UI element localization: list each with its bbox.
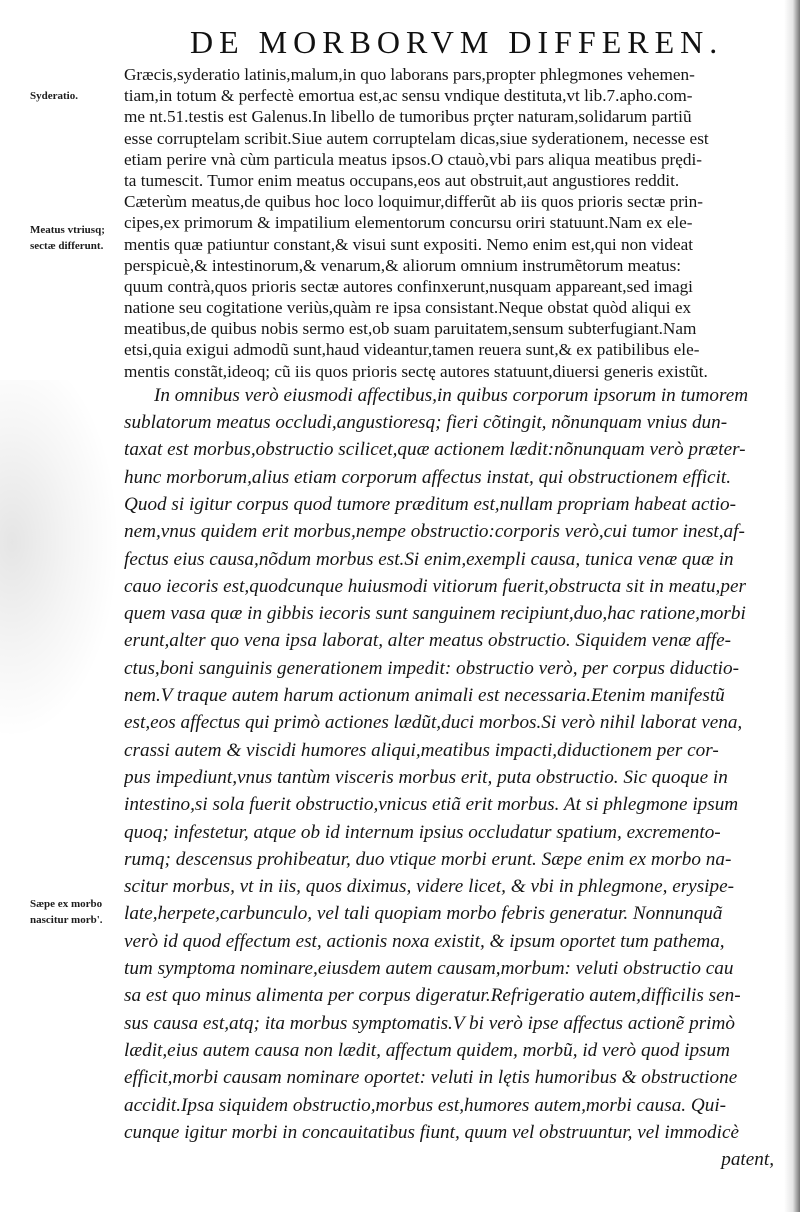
italic-text-line: sa est quo minus alimenta per corpus digeratur.Refrigeratio autem,difficilis sen- — [124, 985, 741, 1007]
running-header: DE MORBORVM DIFFEREN. — [190, 24, 724, 60]
italic-text-line: intestino,si sola fuerit obstructio,vnicus etiã erit morbus. At si phlegmone ipsum — [124, 794, 739, 816]
text-line: mentis quæ patiuntur constant,& visui sunt expositi. Nemo enim est,qui non videat — [124, 234, 694, 254]
bleed-through-shadow — [0, 380, 120, 740]
text-line: etiam perire vnà cùm particula meatus ipsos.O ctauò,vbi pars aliqua meatibus prędi- — [124, 149, 702, 169]
text-line: quum contrà,quos prioris sectæ autores confinxerunt,nusquam appareant,sed imagi — [124, 276, 693, 296]
italic-text-line: scitur morbus, vt in iis, quos diximus, videre licet, & vbi in phlegmone, erysipe- — [124, 876, 734, 898]
margin-note-meatus-1: Meatus vtriusq; — [30, 224, 105, 236]
italic-text-line: lædit,eius autem causa non lædit, affectum quidem, morbũ, id verò quod ipsum — [124, 1039, 730, 1061]
text-line: cipes,ex primorum & impatilium elementorum concursu oriri statuunt.Nam ex ele- — [124, 213, 693, 233]
text-line: natione seu cogitatione veriùs,quàm re ipsa consistant.Neque obstat quòd aliqui ex — [124, 298, 692, 318]
text-line: Cæterùm meatus,de quibus hoc loco loquimur,differũt ab iis quos prioris sectæ prin- — [124, 192, 703, 212]
italic-text-line: verò id quod effectum est, actionis noxa existit, & ipsum oportet tum pathema, — [124, 930, 725, 952]
margin-note-saepe-2: nascitur morb'. — [30, 914, 103, 926]
italic-text-line: ctus,boni sanguinis generationem impedit: obstructio verò, per corpus diductio- — [124, 657, 739, 679]
italic-text-line: fectus eius causa,nõdum morbus est.Si enim,exempli causa, tunica venæ quæ in — [124, 548, 734, 570]
page-edge-shadow — [784, 0, 800, 1212]
italic-text-line: accidit.Ipsa siquidem obstructio,morbus est,humores autem,morbi causa. Qui- — [124, 1094, 727, 1116]
italic-text-line: Quod si igitur corpus quod tumore præditum est,nullam propriam habeat actio- — [124, 494, 737, 515]
catchword-line: patent, — [721, 1149, 774, 1171]
text-line: meatibus,de quibus nobis sermo est,ob suam paruitatem,sensum subterfugiant.Nam — [124, 319, 697, 339]
margin-note-saepe-1: Sæpe ex morbo — [30, 898, 103, 910]
italic-text-line: cunque igitur morbi in concauitatibus fiunt, quum vel obstruuntur, vel immodicè — [124, 1121, 740, 1143]
italic-text-line: late,herpete,carbunculo, vel tali quopiam morbo febris generatur. Nonnunquã — [124, 903, 723, 925]
italic-text-line: quem vasa quæ in gibbis iecoris sunt sanguinem recipiunt,duo,hac ratione,morbi — [124, 603, 746, 625]
italic-text-line: cauo iecoris est,quodcunque huiusmodi vitiorum fuerit,obstructa sit in meatu,per — [124, 575, 746, 597]
italic-text-line: sus causa est,atq; ita morbus symptomatis.V bi verò ipse affectus actionẽ primò — [124, 1012, 735, 1034]
text-line: esse corruptelam scribit.Siue autem corruptelam dicas,siue syderationem, necesse est — [124, 128, 709, 148]
italic-text-line: rumq; descensus prohibeatur, duo vtique morbi erunt. Sæpe enim ex morbo na- — [124, 848, 732, 870]
italic-text-line: erunt,alter quo vena ipsa laborat, alter meatus obstructio. Siquidem venæ affe- — [124, 630, 732, 652]
text-line: mentis constãt,ideoq; cũ iis quos prioris sectę autores statuunt,diuersi generis existũt. — [124, 361, 708, 381]
italic-text-line: tum symptoma nominare,eiusdem autem causam,morbum: veluti obstructio cau — [124, 958, 734, 980]
text-line: me nt.51.testis est Galenus.In libello de tumoribus prçter naturam,solidarum partiũ — [124, 107, 692, 127]
italic-text-line: In omnibus verò eiusmodi affectibus,in quibus corporum ipsorum in tumorem — [154, 384, 749, 406]
text-line: Græcis,syderatio latinis,malum,in quo laborans pars,propter phlegmones vehemen- — [124, 65, 695, 84]
italic-text-line: nem.V traque autem harum actionum animali est necessaria.Etenim manifestũ — [124, 685, 725, 707]
italic-text-line: crassi autem & viscidi humores aliqui,meatibus impacti,diductionem per cor- — [124, 739, 719, 761]
italic-text-line: quoq; infestetur, atque ob id internum ipsius occludatur spatium, excremento- — [124, 821, 721, 843]
italic-text-line: est,eos affectus qui primò actiones lædũt,duci morbos.Si verò nihil laborat vena, — [124, 712, 743, 734]
text-line: perspicuè,& intestinorum,& venarum,& aliorum omnium instrumẽtorum meatus: — [124, 255, 682, 275]
italic-text-line: efficit,morbi causam nominare oportet: veluti in lętis humoribus & obstructione — [124, 1067, 738, 1089]
italic-text-line: pus impediunt,vnus tantùm visceris morbus erit, puta obstructio. Sic quoque in — [124, 766, 728, 788]
margin-note-meatus-2: sectæ differunt. — [30, 240, 104, 252]
text-line: tiam,in totum & perfectè emortua est,ac sensu vndique destituta,vt lib.7.apho.com- — [124, 86, 693, 106]
italic-text-line: sublatorum meatus occludi,angustioresq; fieri cõtingit, nõnunquam vnius dun- — [124, 412, 728, 434]
margin-note-syderatio: Syderatio. — [30, 90, 78, 102]
italic-text-line: hunc morborum,alius etiam corporum affectus instat, qui obstructionem efficit. — [124, 466, 732, 488]
italic-text-line: taxat est morbus,obstructio scilicet,quæ actionem lædit:nõnunquam verò præter- — [124, 439, 746, 461]
text-line: etsi,quia exigui admodũ sunt,haud videantur,tamen reuera sunt,& ex patibilibus ele- — [124, 340, 700, 360]
text-line: ta tumescit. Tumor enim meatus occupans,eos aut obstruit,aut angustiores reddit. — [124, 170, 680, 190]
text-body — [124, 64, 774, 1173]
italic-text-line: nem,vnus quidem erit morbus,nempe obstructio:corporis verò,cui tumor inest,af- — [124, 521, 745, 543]
